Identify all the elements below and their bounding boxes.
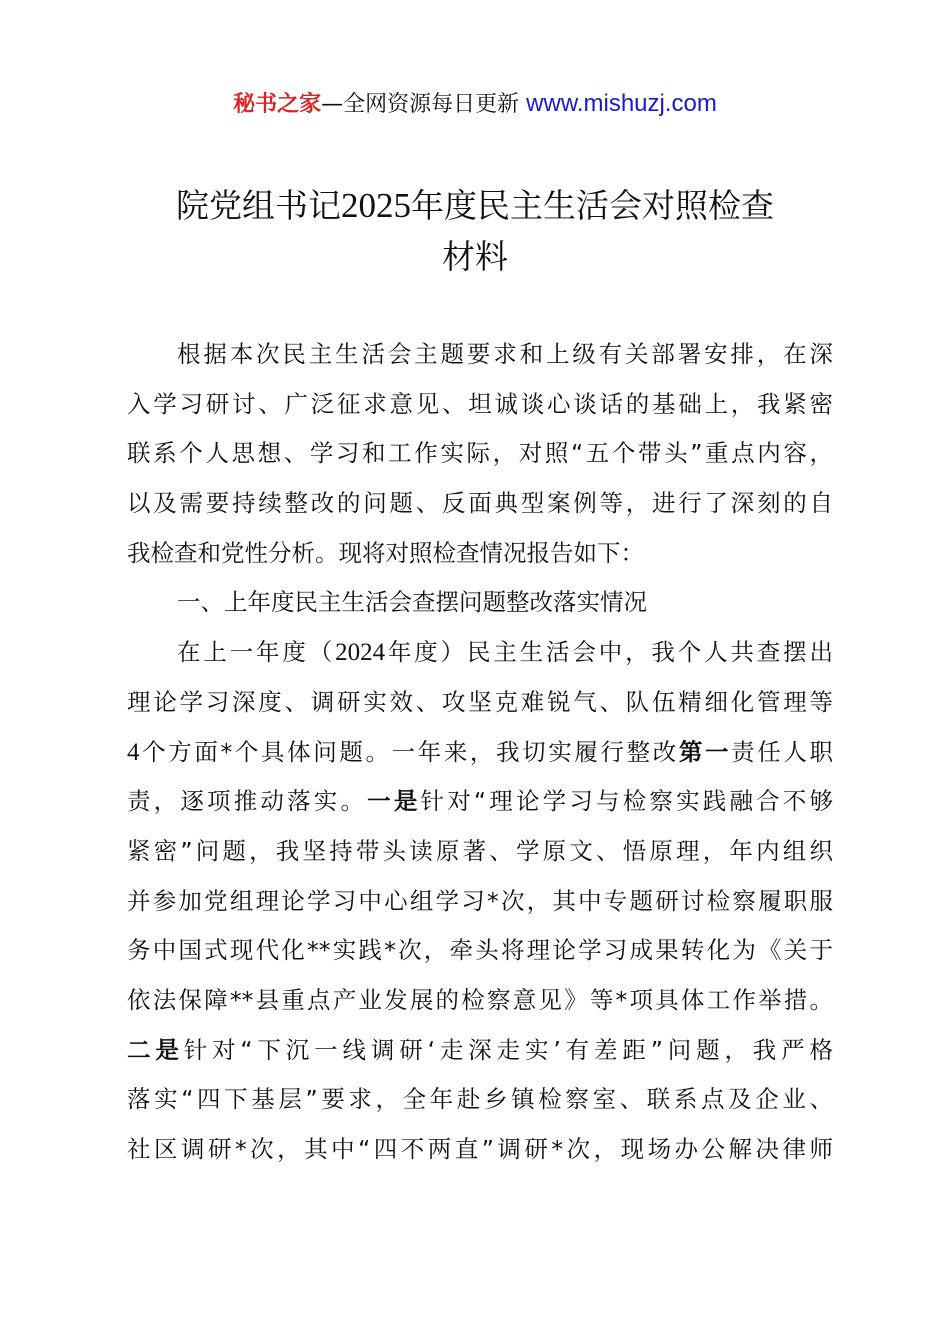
paragraph-line — [127, 777, 833, 827]
text-run: 年度）民主生活会中，我个人共查摆出 — [385, 638, 834, 667]
section-heading: 一、上年度民主生活会查摆问题整改落实情况 — [177, 588, 647, 617]
paragraph-line: 依法保障**县重点产业发展的检察意见》等*项具体工作举措。 — [127, 985, 833, 1014]
bold-text-run: 第一 — [678, 737, 732, 766]
title-text: 年度民主生活会对照检查 — [411, 186, 774, 225]
site-banner — [0, 88, 950, 121]
text-run: 在上一年度（ — [177, 638, 336, 667]
paragraph-line — [127, 628, 833, 678]
paragraph-line: 我检查和党性分析。现将对照检查情况报告如下： — [127, 538, 644, 567]
paragraph-line: 以及需要持续整改的问题、反面典型案例等，进行了深刻的自 — [127, 489, 833, 518]
text-run: 责，逐项推动落实。 — [127, 787, 368, 816]
site-url-link[interactable]: www.mishuzj.com — [526, 90, 717, 117]
document-body — [127, 330, 833, 1175]
paragraph-line: 并参加党组理论学习中心组学习*次，其中专题研讨检察履职服 — [127, 886, 833, 915]
title-year: 2025 — [341, 186, 411, 225]
paragraph-line: 紧密”问题，我坚持带头读原著、学原文、悟原理，年内组织 — [127, 836, 833, 865]
paragraph-line: 理论学习深度、调研实效、攻坚克难锐气、队伍精细化管理等 — [127, 687, 833, 716]
paragraph-line — [127, 728, 833, 778]
banner-slogan: —全网资源每日更新 — [321, 92, 527, 117]
title-text: 院党组书记 — [176, 186, 341, 225]
paragraph-line: 联系个人思想、学习和工作实际，对照“五个带头”重点内容， — [127, 439, 833, 468]
title-line-2: 材料 — [442, 237, 508, 276]
paragraph-line: 落实“四下基层”要求，全年赴乡镇检察室、联系点及企业、 — [127, 1085, 833, 1114]
paragraph-line: 务中国式现代化**实践*次，牵头将理论学习成果转化为《关于 — [127, 936, 833, 965]
paragraph-line — [127, 1026, 833, 1076]
paragraph-line: 入学习研讨、广泛征求意见、坦诚谈心谈话的基础上，我紧密 — [127, 389, 833, 418]
bold-text-run: 一是 — [367, 787, 421, 816]
text-run: 2024 — [335, 639, 386, 667]
text-run: 4 — [127, 738, 140, 766]
paragraph-line: 社区调研*次，其中“四不两直”调研*次，现场办公解决律师 — [127, 1135, 833, 1163]
text-run: 责任人职 — [731, 737, 834, 766]
text-run: 针对“理论学习与检察实践融合不够 — [420, 787, 833, 816]
brand-name: 秘书之家 — [233, 92, 322, 117]
document-title — [0, 180, 950, 282]
text-run: 个方面*个具体问题。一年来，我切实履行整改 — [139, 737, 679, 766]
paragraph-line: 根据本次民主生活会主题要求和上级有关部署安排，在深 — [177, 340, 833, 368]
text-run: 针对“下沉一线调研‘走深走实’有差距”问题，我严格 — [183, 1035, 834, 1064]
bold-text-run: 二是 — [127, 1035, 184, 1064]
